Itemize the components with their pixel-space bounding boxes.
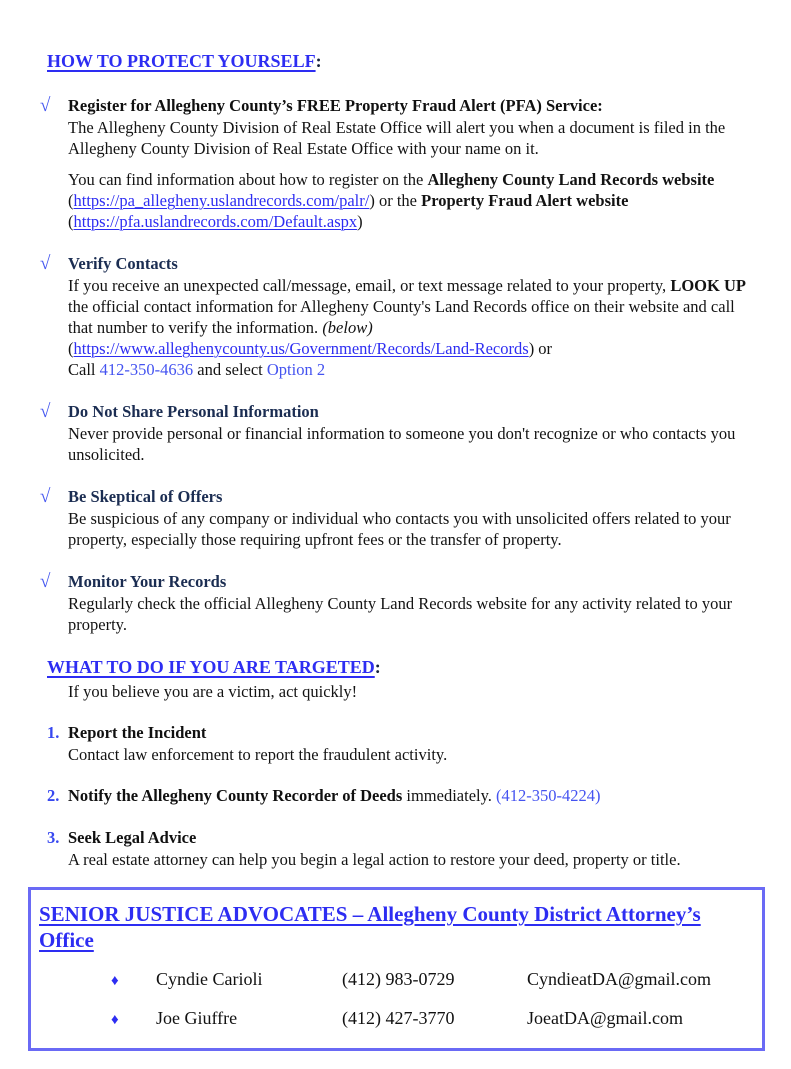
- step-report-incident: [47, 722, 748, 765]
- check-item-content: [68, 253, 748, 380]
- phone-number-land-records: 412-350-4636: [99, 360, 194, 379]
- contact-name: Cyndie Carioli: [156, 969, 263, 989]
- text-segment: (: [68, 339, 74, 358]
- contact-phone: (412) 983-0729: [342, 969, 455, 989]
- checkmark-icon: √: [40, 401, 51, 422]
- diamond-bullet-icon: ♦: [111, 1012, 119, 1028]
- bold-look-up: LOOK UP: [670, 276, 746, 295]
- link-county-land-records-url[interactable]: https://www.alleghenycounty.us/Government/Records/Land-Records: [73, 339, 529, 358]
- targeted-heading-colon: :: [374, 657, 381, 677]
- check-item-content: [68, 95, 748, 232]
- contact-name: Joe Giuffre: [156, 1008, 238, 1028]
- step-heading-seek-legal-advice: Seek Legal Advice: [68, 828, 197, 847]
- contact-email: JoeatDA@gmail.com: [527, 1008, 684, 1028]
- section-heading-targeted: [47, 656, 748, 679]
- item-body-register: The Allegheny County Division of Real Estate Office will alert you when a document is filed in the Allegheny County Division of Real Estate Office with your name on it.: [68, 118, 726, 158]
- contact-row-joe: [39, 1007, 752, 1031]
- advocates-title: SENIOR JUSTICE ADVOCATES – Allegheny County District Attorney’s Office: [39, 902, 701, 952]
- item-heading-register: Register for Allegheny County’s FREE Property Fraud Alert (PFA) Service:: [68, 96, 603, 115]
- step-heading-report-incident: Report the Incident: [68, 723, 207, 742]
- check-item-content: [68, 571, 748, 635]
- link-pfa-url[interactable]: https://pfa.uslandrecords.com/Default.aspx: [73, 212, 358, 231]
- item-heading-monitor-records: Monitor Your Records: [68, 572, 227, 591]
- text-segment: Call: [68, 360, 100, 379]
- italic-below-note: (below): [322, 318, 373, 337]
- text-segment: ) or the: [369, 191, 422, 210]
- targeted-intro: If you believe you are a victim, act quickly!: [68, 682, 358, 701]
- protect-heading-text: HOW TO PROTECT YOURSELF: [47, 51, 316, 71]
- text-segment: immediately.: [402, 786, 497, 805]
- step-number: 3.: [47, 828, 60, 847]
- text-segment: ) or: [528, 339, 553, 358]
- option-2-text: Option 2: [266, 360, 326, 379]
- check-item-monitor-records: [40, 571, 748, 635]
- checkmark-icon: √: [40, 95, 51, 116]
- check-item-do-not-share: [40, 401, 748, 465]
- check-item-content: [68, 401, 748, 465]
- item-heading-do-not-share: Do Not Share Personal Information: [68, 402, 319, 421]
- check-item-register: [40, 95, 748, 232]
- diamond-bullet-icon: ♦: [111, 973, 119, 989]
- link-land-records-url[interactable]: https://pa_allegheny.uslandrecords.com/palr/: [73, 191, 370, 210]
- check-item-content: [68, 486, 748, 550]
- section-heading-protect: [47, 50, 748, 73]
- targeted-heading-text: WHAT TO DO IF YOU ARE TARGETED: [47, 657, 375, 677]
- step-body-notify-recorder: [68, 785, 748, 806]
- step-body-report-incident: Contact law enforcement to report the fraudulent activity.: [68, 745, 448, 764]
- section-targeted: [47, 656, 748, 702]
- item-heading-verify-contacts: Verify Contacts: [68, 254, 178, 273]
- check-item-be-skeptical: [40, 486, 748, 550]
- item-body-do-not-share: Never provide personal or financial information to someone you don't recognize or who contacts you unsolicited.: [68, 424, 736, 464]
- bold-property-fraud-alert-website: Property Fraud Alert website: [421, 191, 629, 210]
- checkmark-icon: √: [40, 253, 51, 274]
- checkmark-icon: √: [40, 571, 51, 592]
- contact-phone: (412) 427-3770: [342, 1008, 455, 1028]
- item-heading-be-skeptical: Be Skeptical of Offers: [68, 487, 223, 506]
- step-number: 1.: [47, 723, 60, 742]
- text-segment: If you receive an unexpected call/message, email, or text message related to your property,: [68, 276, 671, 295]
- bold-notify-recorder: Notify the Allegheny County Recorder of Deeds: [68, 786, 403, 805]
- check-item-verify-contacts: [40, 253, 748, 380]
- text-segment: You can find information about how to register on the: [68, 170, 428, 189]
- text-segment: the official contact information for Allegheny County's Land Records office on their website and call that number to verify the information.: [68, 297, 735, 337]
- text-segment: (: [68, 212, 74, 231]
- contact-email: CyndieatDA@gmail.com: [527, 969, 712, 989]
- text-segment: and select: [193, 360, 267, 379]
- item-body-be-skeptical: Be suspicious of any company or individual who contacts you with unsolicited offers related to your property, especially those requiring upfront fees or the transfer of property.: [68, 509, 731, 549]
- item-body-verify-contacts: [68, 275, 748, 380]
- step-content: [68, 785, 748, 807]
- text-segment: ): [357, 212, 363, 231]
- protect-heading-colon: :: [315, 51, 322, 71]
- contact-row-cyndie: [39, 968, 752, 992]
- item-body-monitor-records: Regularly check the official Allegheny County Land Records website for any activity related to your property.: [68, 594, 733, 634]
- advocates-box: [28, 887, 765, 1051]
- checkmark-icon: √: [40, 486, 51, 507]
- step-body-seek-legal-advice: A real estate attorney can help you begin a legal action to restore your deed, property or title.: [68, 850, 681, 869]
- step-content: [68, 722, 748, 765]
- step-number: 2.: [47, 786, 60, 805]
- register-info-paragraph: [68, 169, 748, 232]
- step-content: [68, 827, 748, 870]
- step-seek-legal-advice: [47, 827, 748, 870]
- bold-land-records-website: Allegheny County Land Records website: [427, 170, 715, 189]
- text-segment: (: [68, 191, 74, 210]
- step-notify-recorder: [47, 785, 748, 807]
- phone-number-recorder: (412-350-4224): [496, 786, 601, 805]
